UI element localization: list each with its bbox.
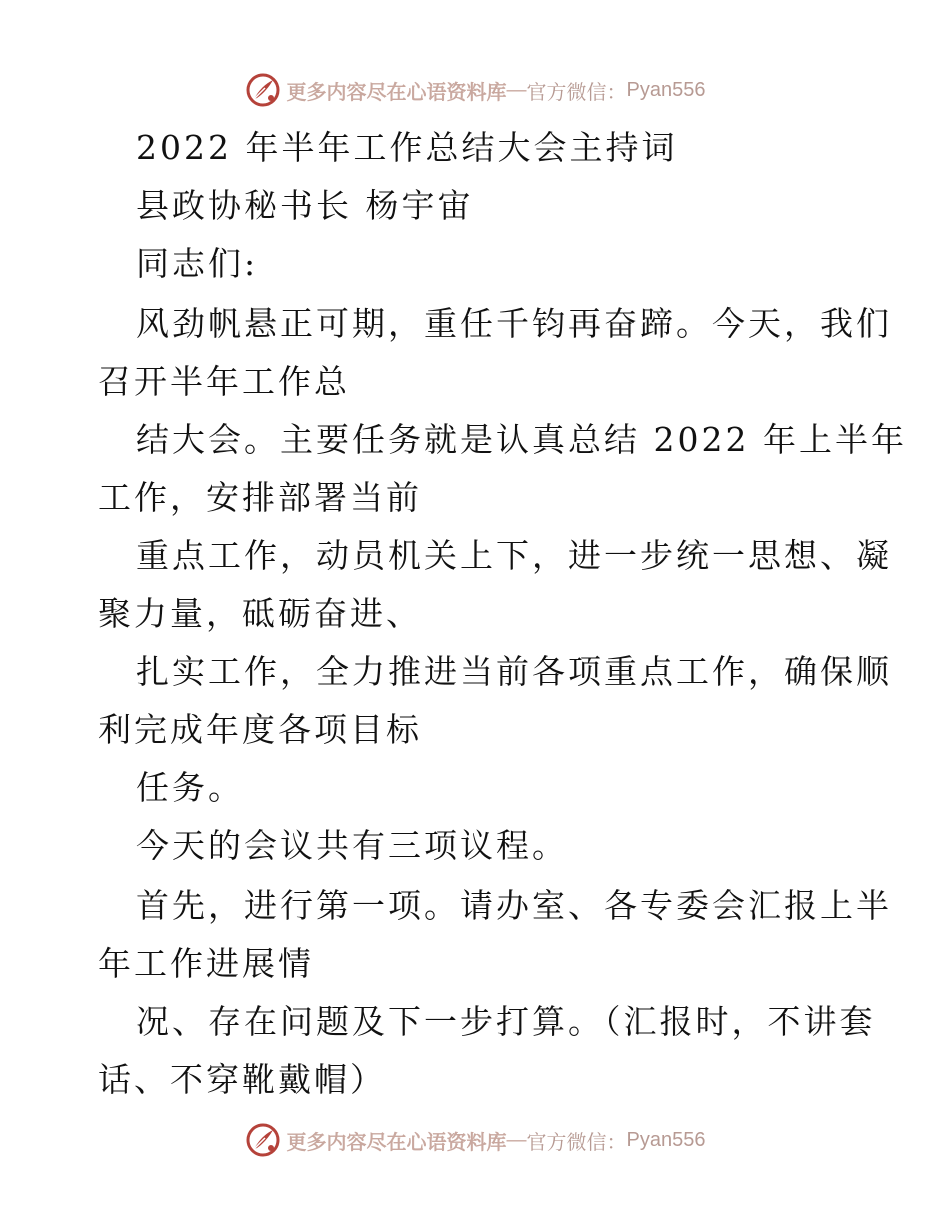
salutation: 同志们: — [136, 244, 259, 283]
feather-pen-logo-icon — [245, 72, 281, 108]
paragraph-line: 聚力量，砥砺奋进、 — [98, 594, 422, 633]
feather-pen-logo-icon — [245, 1122, 281, 1158]
footer-watermark — [0, 1120, 950, 1160]
paragraph-line: 首先，进行第一项。请办室、各专委会汇报上半 — [136, 886, 892, 925]
paragraph-line: 年工作进展情 — [98, 944, 314, 983]
watermark-wechat-label: 官方微信： — [526, 1129, 627, 1154]
paragraph-line: 重点工作，动员机关上下，进一步统一思想、凝 — [136, 536, 892, 575]
document-title: 2022 年半年工作总结大会主持词 — [136, 128, 678, 167]
paragraph-line: 扎实工作，全力推进当前各项重点工作，确保顺 — [136, 652, 892, 691]
paragraph-line: 话、不穿靴戴帽） — [98, 1060, 386, 1099]
watermark-separator: — — [506, 78, 527, 101]
watermark-wechat-label: 官方微信： — [526, 79, 627, 104]
watermark-wechat-id: Pyan556 — [626, 1128, 706, 1151]
paragraph-line: 今天的会议共有三项议程。 — [136, 826, 568, 865]
watermark-site-text: 更多内容尽在心语资料库 — [286, 79, 507, 104]
watermark-site-text: 更多内容尽在心语资料库 — [286, 1129, 507, 1154]
watermark-wechat-id: Pyan556 — [626, 78, 706, 101]
document-author: 县政协秘书长 杨宇宙 — [136, 186, 474, 225]
header-watermark — [0, 70, 950, 110]
paragraph-line: 任务。 — [136, 768, 244, 807]
watermark-separator: — — [506, 1128, 527, 1151]
paragraph-line: 召开半年工作总 — [98, 362, 350, 401]
paragraph-line: 风劲帆悬正可期，重任千钧再奋蹄。今天，我们 — [136, 304, 892, 343]
paragraph-line: 结大会。主要任务就是认真总结 2022 年上半年 — [136, 420, 907, 459]
paragraph-line: 况、存在问题及下一步打算。（汇报时，不讲套 — [136, 1002, 876, 1041]
paragraph-line: 工作，安排部署当前 — [98, 478, 422, 517]
paragraph-line: 利完成年度各项目标 — [98, 710, 422, 749]
